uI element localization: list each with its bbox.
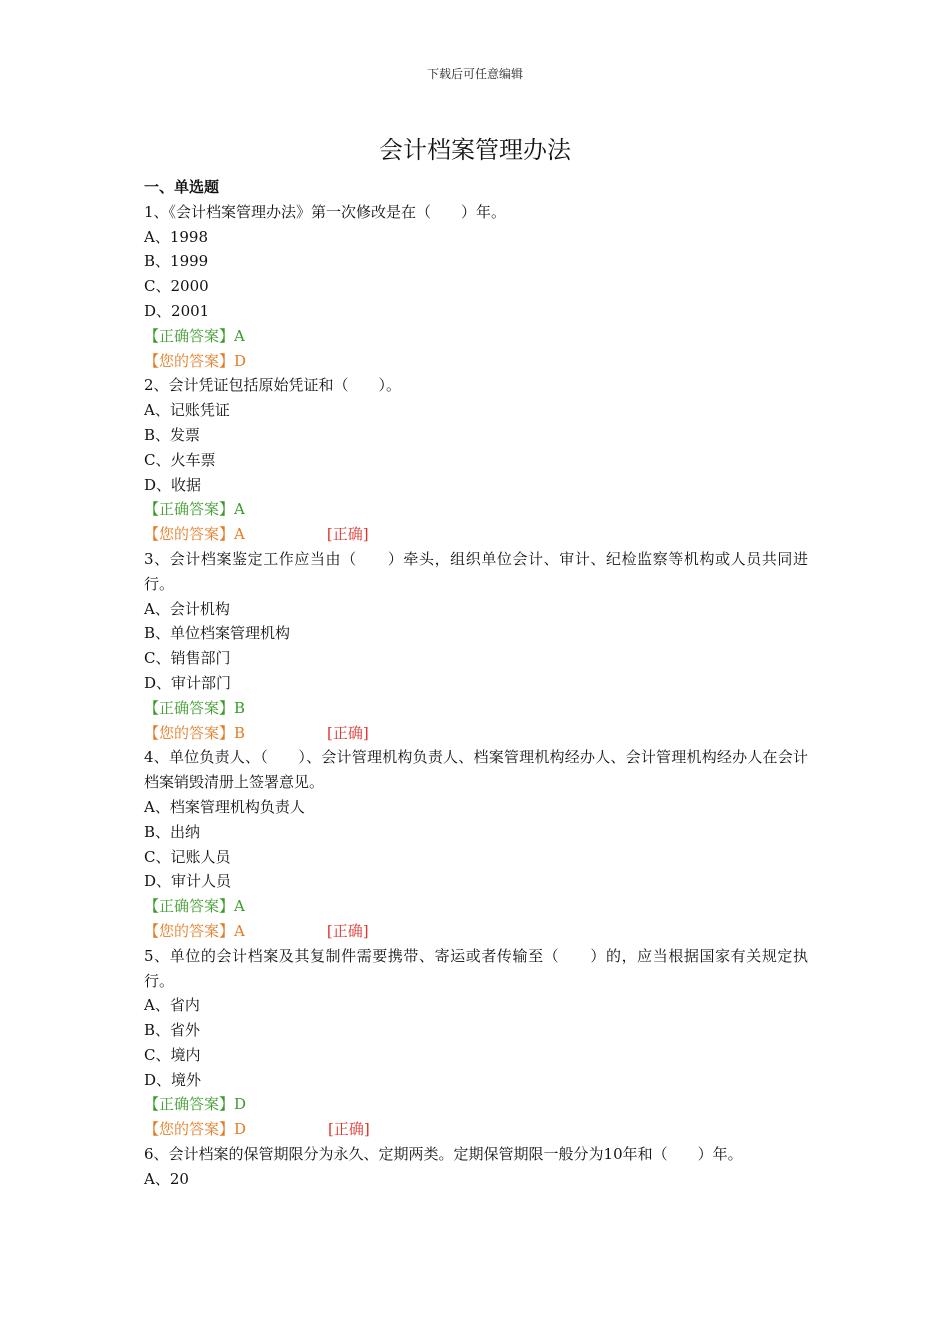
- option: C、销售部门: [144, 649, 231, 668]
- question-block: [144, 200, 808, 374]
- answer-verdict: [正确]: [326, 525, 369, 544]
- option: B、发票: [144, 425, 201, 444]
- page-header-note: 下载后可任意编辑: [426, 67, 523, 81]
- option: A、会计机构: [144, 599, 230, 618]
- option: D、2001: [144, 301, 210, 320]
- option: C、境内: [144, 1045, 201, 1064]
- option: D、收据: [144, 475, 202, 494]
- your-answer-row: [144, 522, 808, 547]
- your-answer: 【您的答案】A: [144, 921, 245, 940]
- question-block: [144, 745, 808, 943]
- question-block: [144, 373, 808, 547]
- option: D、审计部门: [144, 673, 232, 692]
- question-stem: 4、单位负责人、（ ）、会计管理机构负责人、档案管理机构经办人、会计管理机构经办人在会计档案销毁清册上签署意见。: [144, 748, 808, 792]
- your-answer-row: [144, 919, 808, 944]
- question-block: [144, 944, 808, 1142]
- correct-answer: 【正确答案】B: [144, 698, 246, 717]
- question-stem: 2、会计凭证包括原始凭证和（ ）。: [144, 376, 402, 395]
- correct-answer: 【正确答案】A: [144, 326, 245, 345]
- answer-verdict: [正确]: [326, 921, 369, 940]
- your-answer-row: [144, 349, 808, 374]
- question-stem: 3、会计档案鉴定工作应当由（ ）牵头，组织单位会计、审计、纪检监察等机构或人员共同进行。: [144, 549, 808, 593]
- section-heading: 一、单选题: [144, 178, 220, 196]
- your-answer-row: [144, 1117, 808, 1142]
- question-stem: 6、会计档案的保管期限分为永久、定期两类。定期保管期限一般分为10年和（ ）年。: [144, 1145, 743, 1164]
- correct-answer: 【正确答案】A: [144, 500, 245, 519]
- option: B、单位档案管理机构: [144, 624, 291, 643]
- correct-answer: 【正确答案】D: [144, 1095, 247, 1114]
- option: B、1999: [144, 252, 209, 271]
- your-answer: 【您的答案】D: [144, 351, 247, 370]
- your-answer: 【您的答案】D: [144, 1120, 247, 1139]
- question-block: [144, 1142, 808, 1192]
- option: A、20: [144, 1169, 189, 1188]
- option: D、审计人员: [144, 872, 232, 891]
- your-answer: 【您的答案】A: [144, 525, 245, 544]
- question-block: [144, 547, 808, 745]
- document-body: [144, 175, 808, 1192]
- option: A、1998: [144, 227, 209, 246]
- question-stem: 5、单位的会计档案及其复制件需要携带、寄运或者传输至（ ）的，应当根据国家有关规定执行。: [144, 946, 808, 990]
- option: A、省内: [144, 996, 200, 1015]
- option: C、2000: [144, 277, 209, 296]
- your-answer-row: [144, 721, 808, 746]
- answer-verdict: [正确]: [328, 1120, 370, 1139]
- option: B、省外: [144, 1021, 201, 1040]
- option: C、火车票: [144, 450, 216, 469]
- option: A、档案管理机构负责人: [144, 797, 305, 816]
- option: A、记账凭证: [144, 401, 230, 420]
- option: D、境外: [144, 1070, 202, 1089]
- question-stem: 1、《会计档案管理办法》第一次修改是在（ ）年。: [144, 202, 507, 221]
- document-title: 会计档案管理办法: [379, 136, 571, 164]
- your-answer: 【您的答案】B: [144, 723, 246, 742]
- option: C、记账人员: [144, 847, 231, 866]
- answer-verdict: [正确]: [327, 723, 369, 742]
- option: B、出纳: [144, 822, 201, 841]
- correct-answer: 【正确答案】A: [144, 897, 245, 916]
